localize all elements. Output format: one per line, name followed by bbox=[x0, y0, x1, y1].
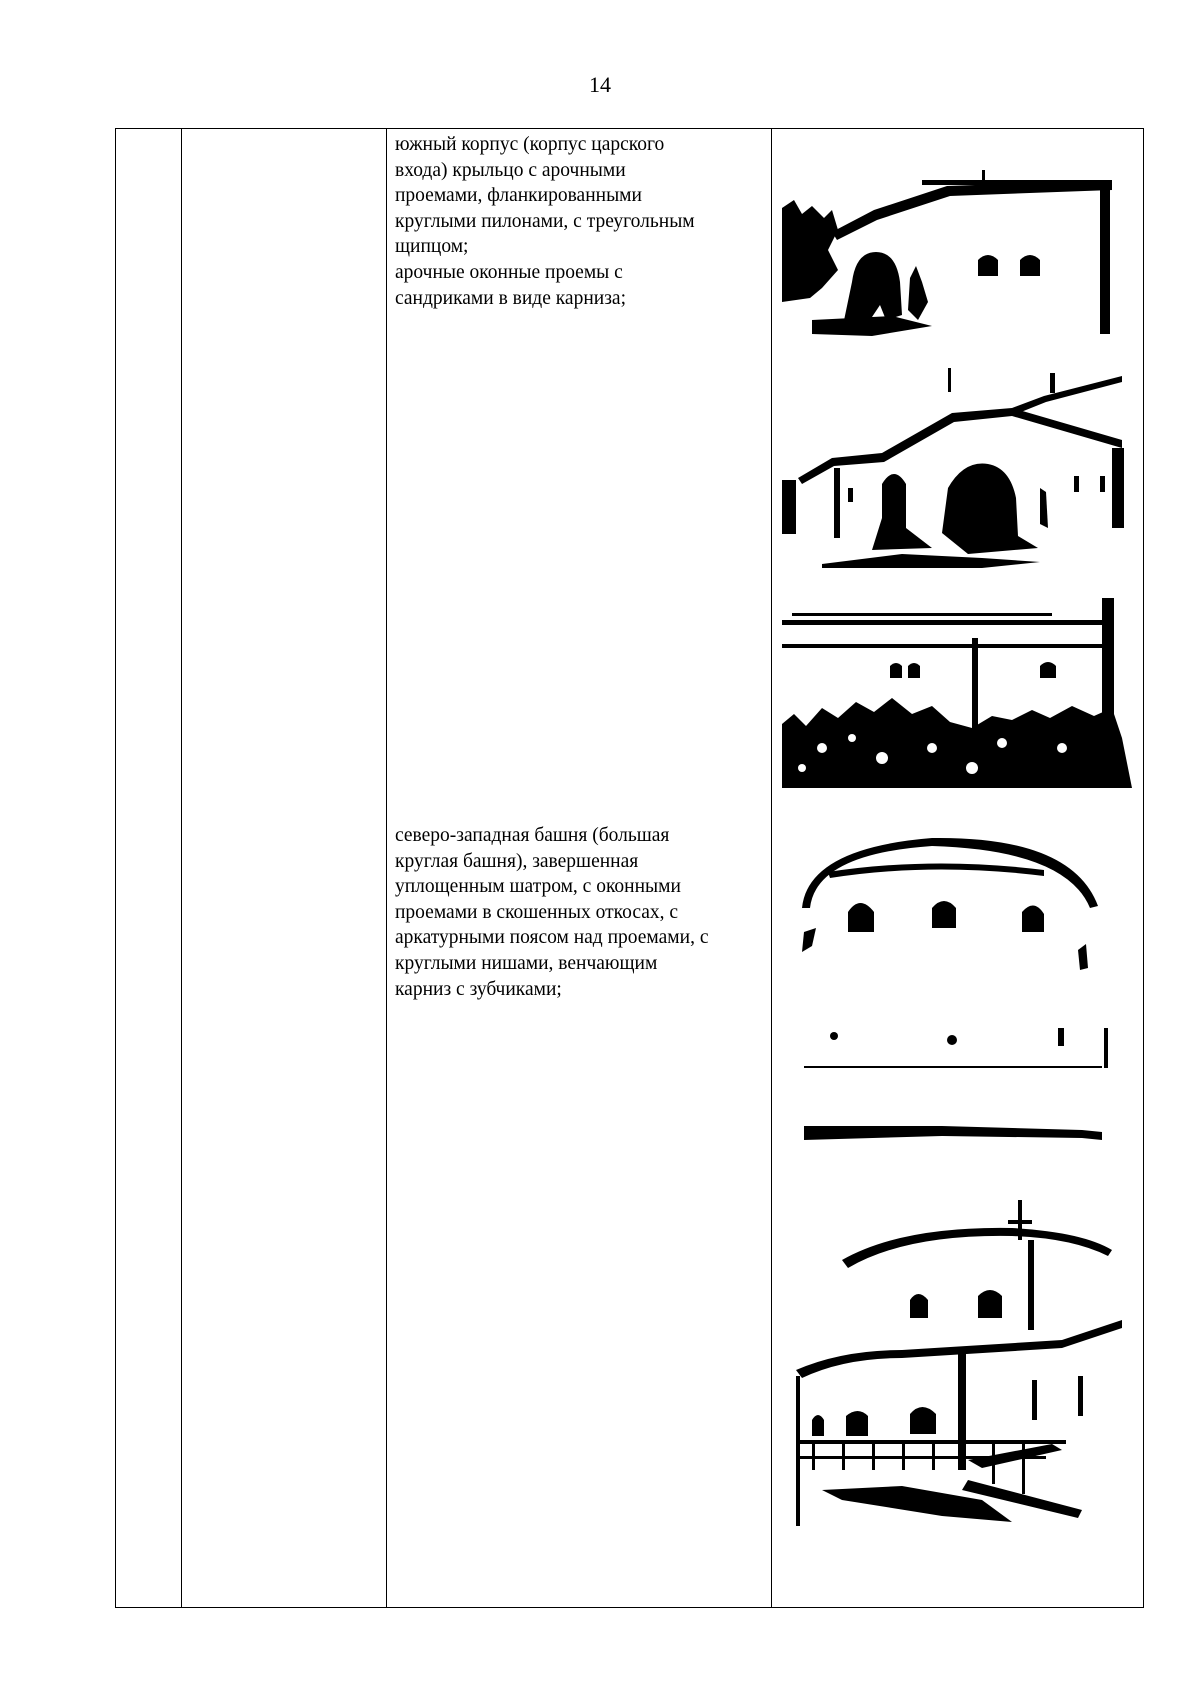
tower-description: северо-западная башня (большая круглая башня), завершенная уплощенным шатром, с оконными проемами в скошенных откосах, с аркатурными поясом над проемами, с круглыми нишами, венчающим карниз с зубчиками; bbox=[395, 825, 709, 1000]
south-building-photo-3 bbox=[782, 598, 1132, 788]
south-building-description: южный корпус (корпус царского входа) крыльцо с арочными проемами, фланкированными круглыми пилонами, с треугольным щипцом; арочные оконные проемы с сандриками в виде карниза; bbox=[395, 134, 695, 309]
column-divider bbox=[181, 129, 182, 1607]
tower-photo-2 bbox=[782, 1200, 1132, 1540]
south-building-photo-2 bbox=[782, 368, 1132, 568]
tower-photo-1 bbox=[782, 828, 1132, 1068]
column-divider bbox=[386, 129, 387, 1607]
column-divider bbox=[771, 129, 772, 1607]
page-number: 14 bbox=[589, 72, 611, 97]
south-building-photo-1 bbox=[782, 170, 1132, 340]
tower-photo-band bbox=[782, 1110, 1132, 1156]
